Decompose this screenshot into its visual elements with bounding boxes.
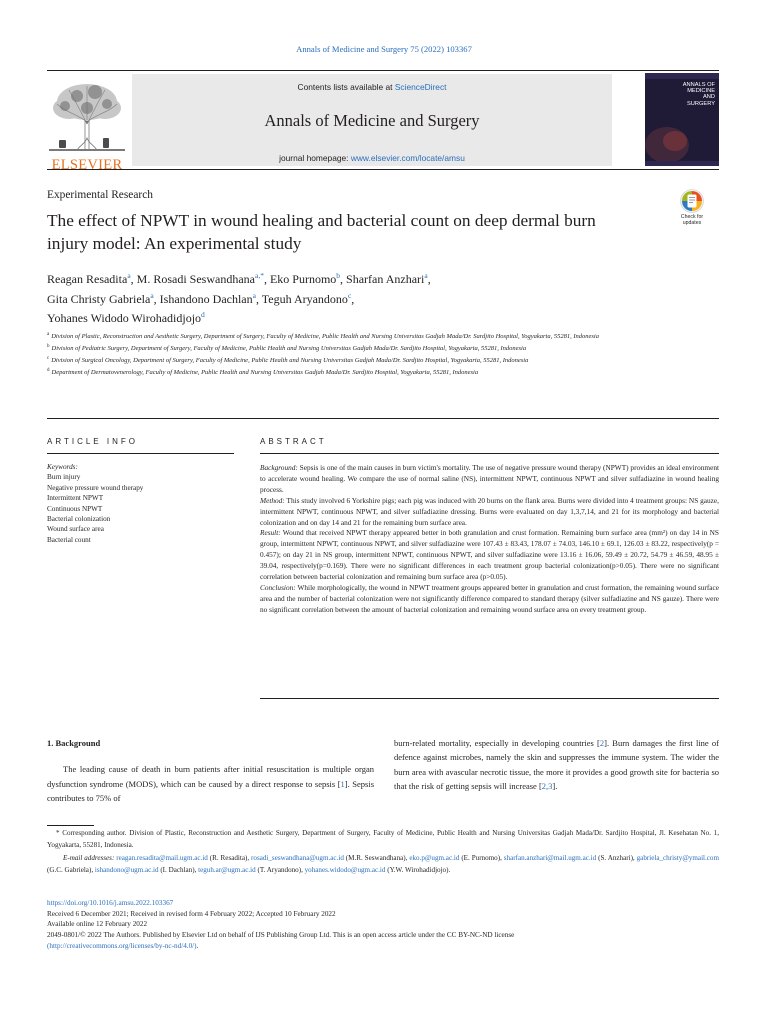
reference-link[interactable]: 2 [599,738,605,748]
check-updates-line: Check for [680,214,704,220]
doi-link[interactable]: https://doi.org/10.1016/j.amsu.2022.103367 [47,899,174,907]
affiliations [47,330,719,377]
elsevier-wordmark: ELSEVIER [51,157,123,173]
abstract-paragraph [260,528,719,583]
license-text: 2049-0801/© 2022 The Authors. Published by Elsevier Ltd on behalf of IJS Publishing Group Ltd. This is an open access article under the CC BY-NC-ND license [47,931,515,940]
author-name: Eko Purnomo [269,272,337,286]
cover-title-line: MEDICINE [687,88,715,95]
affiliation-item [47,366,719,378]
affiliation-link[interactable]: a [150,290,154,300]
section-heading: 1. Background [47,738,101,748]
abstract-text: Sepsis is one of the main causes in burn victim's mortality. The use of negative pressure wound therapy (NPWT) provides an ideal environment to accelerate wound healing. We compare the use of normal saline (NS), intermittent NPWT, continuous NPWT and silver sulfadiazine in wound healing process. [260,463,719,494]
affiliation-label: d [47,367,50,373]
email-owner: (M.R. Seswandhana), [343,853,410,862]
body-paragraph [47,762,374,805]
affiliation-label: a [47,332,50,337]
abstract-label: Method: [260,495,285,505]
abstract-body [260,463,719,616]
author-separator: , [255,291,262,306]
abstract-heading: ABSTRACT [260,437,327,446]
email-owner: (T. Aryandono), [255,865,305,874]
email-link[interactable]: reagan.resadita@mail.ugm.ac.id [116,853,208,862]
author-name: Sharfan Anzhari [346,272,425,286]
author-name: Gita Christy Gabriela [47,291,151,306]
sciencedirect-link[interactable]: ScienceDirect [394,82,447,92]
affiliation-link[interactable]: a,* [254,271,264,280]
article-info-heading: ARTICLE INFO [47,437,138,446]
email-owner: (S. Anzhari), [596,853,637,862]
check-updates-line: updates [682,219,702,226]
author-separator: , [427,272,431,286]
keyword-item[interactable]: Bacterial colonization [47,515,111,524]
email-link[interactable]: sharfan.anzhari@mail.ugm.ac.id [503,853,597,862]
masthead-bottom-rule [47,169,719,170]
footnote-rule [47,825,94,826]
email-owner: (R. Resadita), [207,853,252,862]
email-label: E-mail addresses: [63,853,115,862]
elsevier-tree-icon [47,78,127,154]
check-updates-icon [672,188,712,214]
license-end: . [196,941,199,950]
abstract-rule [260,453,719,454]
affiliation-item [47,342,719,354]
body-paragraph [394,736,719,793]
author-separator: , [130,272,137,286]
cover-title-line: ANNALS OF [682,82,715,88]
article-title: The effect of NPWT in wound healing and bacterial count on deep dermal burn injury model: An experimental study [47,211,596,253]
check-for-updates-badge[interactable] [672,188,712,232]
affiliation-link[interactable]: a [252,290,256,300]
email-link[interactable]: yohanes.widodo@ugm.ac.id [304,865,386,874]
journal-name[interactable]: Annals of Medicine and Surgery [264,111,480,130]
email-link[interactable]: ishandono@ugm.ac.id [94,865,159,874]
footnotes [47,827,719,876]
author-list [47,268,707,327]
journal-masthead [47,70,719,173]
affiliation-label: b [47,343,50,349]
email-link[interactable]: teguh.ar@ugm.ac.id [198,865,256,874]
abstract-paragraph [260,583,719,616]
author-separator: , [263,272,270,286]
abstract-paragraph [260,463,719,496]
affiliation-link[interactable]: a [424,271,428,280]
author-name: Reagan Resadita [47,272,128,286]
keywords-label: Keywords: [47,463,78,471]
abstract-text: While morphologically, the wound in NPWT treatment groups appeared better in granulation and crust formation, the remaining wound surface area and the number of bacterial colonization were not significantly difference compared to standard therapy (silver sulfadiazine and NS gauze). There were no significant correlation between the amount of bacterial colonization and remaining wound surface area on every treatment group. [260,582,719,614]
homepage-line [132,153,612,163]
abstract-text: This study involved 6 Yorkshire pigs; each pig was induced with 20 burns on the flank area. Burns were divided into 4 treatment groups: NS gauze, intermittent NPWT, continuous NPWT, and silver sulfadiazine dressing. Burns were evaluated on day 1,3,7,14, and 21 for its morphology and bacterial colonization and on day 14 and 21 for the remaining burn surface area. [260,495,719,527]
keyword-item[interactable]: Intermittent NPWT [47,494,104,503]
body-column-left [47,736,374,805]
contents-line [132,82,612,92]
received-dates: Received 6 December 2021; Received in revised form 4 February 2022; Accepted 10 February 2022 [47,909,336,918]
body-text: ]. Burn damages the first line of defence against microbes, namely the skin and suppresses the immune system. The wider the burn area with avascular necrotic tissue, the more it provides a good growth site for bacteria so that the risk of getting sepsis will increase [ [394,738,719,791]
affiliation-text: Department of Dermatovenerology, Faculty of Medicine, Public Health and Nursing Universitas Gadjah Mada/Dr. Sardjito Hospital, Yogyakarta, 55281, Indonesia [51,368,479,376]
front-matter-rule [47,418,719,419]
cover-title [675,82,715,107]
keyword-item[interactable]: Negative pressure wound therapy [47,483,144,492]
email-owner: (G.C. Gabriela), [47,865,95,874]
author-name: Yohanes Widodo Wirohadidjojo [47,311,202,325]
keyword-item[interactable]: Continuous NPWT [47,504,103,513]
author-separator: , [351,291,355,306]
elsevier-logo[interactable] [47,78,127,173]
body-text: The leading cause of death in burn patients after initial resuscitation is multiple organ dysfunction syndrome (MODS), which can be caused by a direct response to sepsis [ [47,764,374,789]
masthead-box [132,74,612,166]
abstract-label: Conclusion: [260,582,296,592]
affiliation-label: c [47,355,50,361]
abstract-paragraph [260,496,719,529]
email-link[interactable]: eko.p@ugm.ac.id [409,853,460,862]
body-text: ]. [552,780,558,791]
reference-link[interactable]: 1 [340,778,345,789]
available-online: Available online 12 February 2022 [47,920,148,929]
body-column-right [394,736,719,793]
article-info-rule [47,453,234,454]
affiliation-item [47,354,719,366]
keyword-item[interactable]: Burn injury [47,473,81,482]
author-separator: , [340,272,347,286]
author-name: M. Rosadi Seswandhana [136,272,255,286]
email-owner: (Y.W. Wirohadidjojo). [385,865,451,874]
body-text: ]. Sepsis contributes to 75% of [47,778,374,803]
contents-prefix: Contents lists available at [297,82,395,92]
affiliation-link[interactable]: c [347,290,352,300]
affiliation-text: Division of Surgical Oncology, Department of Surgery, Faculty of Medicine, Public Health and Nursing Universitas Gadjah Mada/Dr. Sardjito Hospital, Yogyakarta, 55281, Indonesia [51,356,529,364]
affiliation-link[interactable]: b [336,271,341,280]
email-link[interactable]: gabriela_christy@ymail.com [636,853,719,862]
email-owner: (E. Purnomo), [459,853,504,862]
abstract-label: Background: [260,463,298,472]
abstract-label: Result: [260,528,281,538]
body-text: burn-related mortality, especially in developing countries [ [394,738,600,748]
license-link[interactable]: (http://creativecommons.org/licenses/by-nc-nd/4.0/) [47,941,197,950]
check-updates-label [672,215,712,226]
cover-title-line: AND SURGERY [686,94,715,107]
author-name: Ishandono Dachlan [159,291,253,306]
keyword-item[interactable]: Wound surface area [47,525,104,534]
abstract-bottom-rule [260,698,719,699]
email-addresses [47,852,719,877]
journal-homepage-link[interactable]: www.elsevier.com/locate/amsu [350,153,465,163]
affiliation-text: Division of Pediatric Surgery, Department of Surgery, Faculty of Medicine, Public Health and Nursing Universitas Gadjah Mada/Dr. Sardjito Hospital, Yogyakarta, 55281, Indonesia [51,345,527,353]
corresponding-author-note: * Corresponding author. Division of Plastic, Reconstruction and Aesthetic Surgery, Department of Surgery, Faculty of Medicine, Public Health and Nursing Universitas Gadjah Mada/Dr. Sardjito Hospital, Jl. Kesehatan No. 1, Yogyakarta, 55281, Indonesia. [47,829,719,850]
email-link[interactable]: rosadi_seswandhana@ugm.ac.id [251,853,344,862]
publication-info [47,898,719,952]
keyword-item[interactable]: Bacterial count [47,535,91,544]
abstract-text: Wound that received NPWT therapy appeared better in both granulation and crust formation. Remaining burn surface area (mm²) on day 14 in NS group, intermittent NPWT, continuous NPWT, and silver sulfadiazine were 107.43 ± 83.43, 178.07 ± 74.03, 146.10 ± 69.1, 126.03 ± 83.22, respectively(p = 0.457); on day 21 in NS group, intermittent NPWT, continuous NPWT, and silver sulfadiazine were 13.16 ± 16.06, 59.49 ± 20.72, 54.79 ± 46.59, 48.95 ± 39.04, respectively(p=0.169). There were no significant differences in each treatment group bacterial colonization(p>0.05). There were no significant correlation between bacterial colonization and remaining burn surface area (p>0.05). [260,528,719,582]
affiliation-text: Division of Plastic, Reconstruction and Aesthetic Surgery, Department of Surgery, Faculty of Medicine, Public Health and Nursing Universitas Gadjah Mada/Dr. Sardjito Hospital, Yogyakarta, 55281, Indonesia [51,333,599,341]
running-head[interactable]: Annals of Medicine and Surgery 75 (2022) 103367 [296,44,472,54]
author-separator: , [153,291,160,306]
keywords-block [47,462,237,545]
journal-cover-image[interactable] [645,73,719,166]
affiliation-link[interactable]: d [201,310,205,319]
affiliation-link[interactable]: a [127,271,131,280]
affiliation-item [47,330,719,342]
reference-link[interactable]: 2,3 [541,780,553,791]
author-name: Teguh Aryandono [261,291,348,306]
email-owner: (I. Dachlan), [158,865,199,874]
article-type: Experimental Research [47,189,153,201]
homepage-prefix: journal homepage: [279,153,351,163]
